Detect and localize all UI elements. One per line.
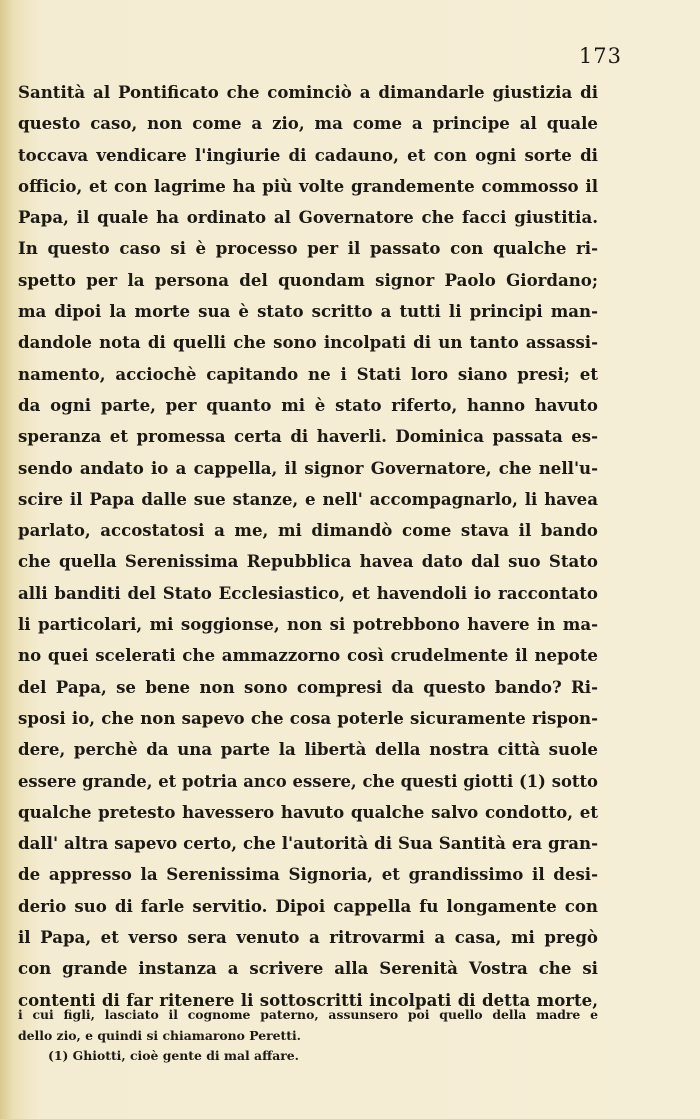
text-line-14: scire il Papa dalle sue stanze, e nell' accompagnarlo, li havea: [18, 488, 598, 509]
text-line-7: spetto per la persona del quondam signor Paolo Giordano;: [18, 269, 598, 290]
text-line-4: officio, et con lagrime ha più volte grandemente commosso il: [18, 175, 598, 196]
body-text: [18, 77, 598, 1016]
text-line-25: dall' altra sapevo certo, che l'autorità di Sua Santità era gran-: [18, 833, 598, 854]
text-line-26: de appresso la Serenissima Signoria, et grandissimo il desi-: [18, 864, 598, 885]
text-line-3: toccava vendicare l'ingiurie di cadauno, et con ogni sorte di: [18, 144, 598, 165]
text-line-23: essere grande, et potria anco essere, che questi giotti (1) sotto: [18, 771, 598, 791]
text-line-5: Papa, il quale ha ordinato al Governatore che facci giustitia.: [18, 207, 598, 228]
text-line-20: del Papa, se bene non sono compresi da questo bando? Ri-: [18, 676, 598, 697]
text-line-28: il Papa, et verso sera venuto a ritrovarmi a casa, mi pregò: [18, 927, 598, 948]
footnote-continuation-line-2: dello zio, e quindi si chiamarono Peretti.: [18, 1027, 301, 1043]
text-line-22: dere, perchè da una parte la libertà della nostra città suole: [18, 739, 598, 760]
footnote-continuation-line-1: i cui figli, lasciato il cognome paterno, assunsero poi quello della madre e: [18, 1007, 598, 1022]
text-line-13: sendo andato io a cappella, il signor Governatore, che nell'u-: [18, 457, 598, 478]
text-line-8: ma dipoi la morte sua è stato scritto a tutti li principi man-: [18, 301, 598, 322]
text-line-18: li particolari, mi soggionse, non si potrebbono havere in ma-: [18, 614, 598, 635]
text-line-27: derio suo di farle servitio. Dipoi cappella fu longamente con: [18, 895, 598, 916]
text-line-21: sposi io, che non sapevo che cosa poterle sicuramente rispon-: [18, 707, 598, 728]
text-line-6: In questo caso si è processo per il passato con qualche ri-: [18, 238, 598, 259]
text-line-16: che quella Serenissima Repubblica havea dato dal suo Stato: [18, 551, 598, 572]
footnotes: [18, 1005, 598, 1067]
text-line-2: questo caso, non come a zio, ma come a principe al quale: [18, 113, 598, 134]
text-line-24: qualche pretesto havessero havuto qualche salvo condotto, et: [18, 801, 598, 822]
text-line-1: Santità al Pontificato che cominciò a dimandarle giustizia di: [18, 82, 598, 102]
text-line-30: contenti di far ritenere li sottoscritti incolpati di detta morte,: [18, 989, 598, 1010]
text-line-12: speranza et promessa certa di haverli. Dominica passata es-: [18, 426, 598, 447]
text-line-9: dandole nota di quelli che sono incolpati di un tanto assassi-: [18, 332, 598, 353]
text-line-10: namento, acciochè capitando ne i Stati loro siano presi; et: [18, 363, 598, 384]
footnote-1: (1) Ghiotti, cioè gente di mal affare.: [48, 1048, 299, 1063]
text-line-19: no quei scelerati che ammazzorno così crudelmente il nepote: [18, 645, 598, 666]
text-line-29: con grande instanza a scrivere alla Serenità Vostra che si: [18, 958, 598, 979]
text-line-11: da ogni parte, per quanto mi è stato riferto, hanno havuto: [18, 394, 598, 415]
text-line-17: alli banditi del Stato Ecclesiastico, et havendoli io raccontato: [18, 582, 598, 603]
page-number: 173: [578, 44, 622, 68]
text-line-15: parlato, accostatosi a me, mi dimandò come stava il bando: [18, 520, 598, 541]
